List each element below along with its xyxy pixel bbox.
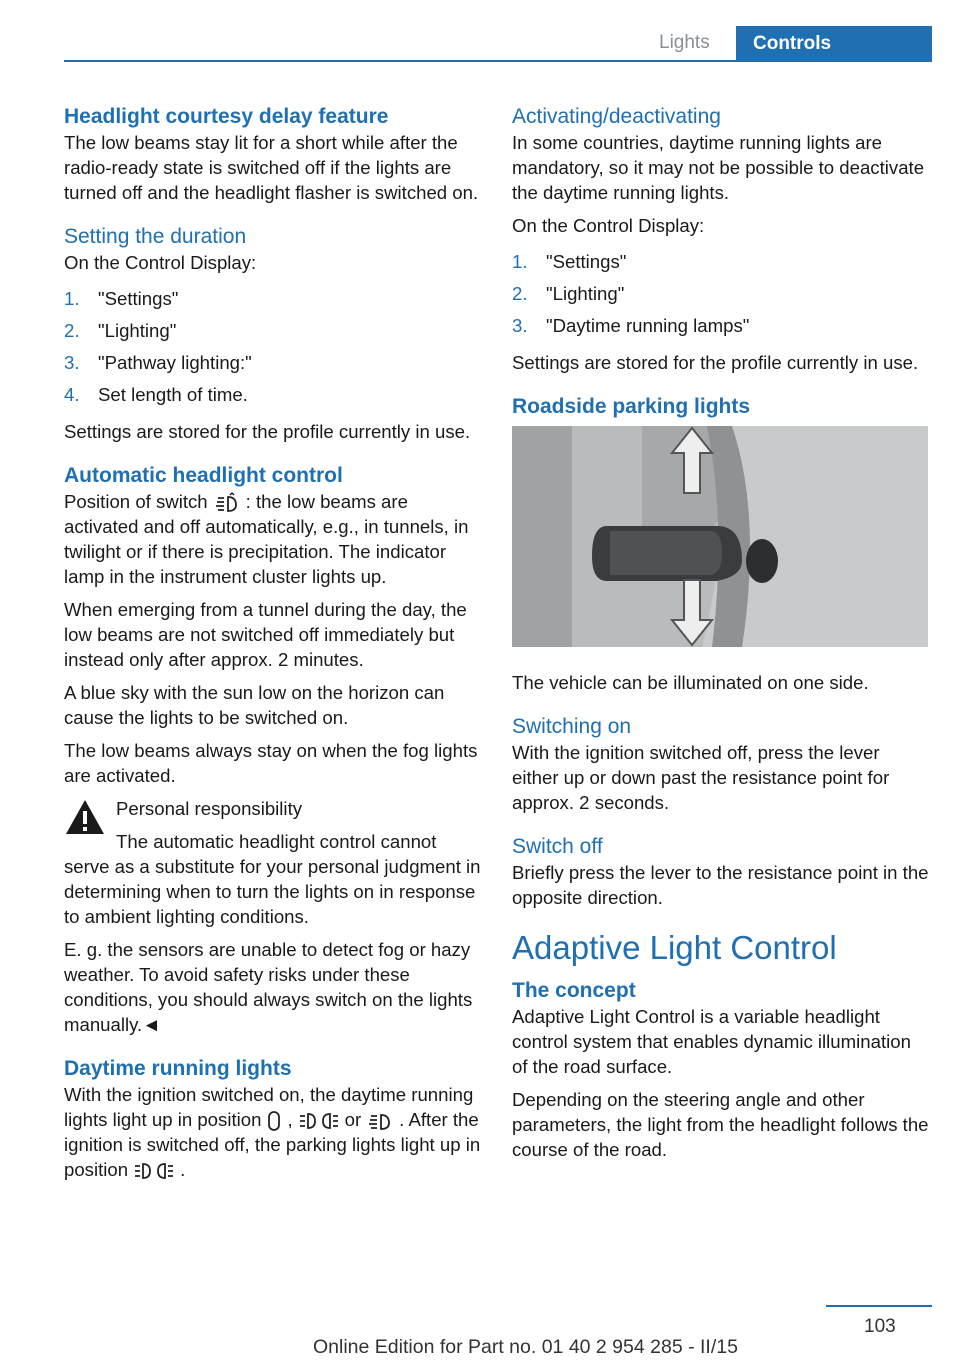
- right-column: [512, 104, 930, 1170]
- on-text: With the ignition switched off, press the lever either up or down past the resistance point for approx. 2 seconds.: [512, 742, 890, 813]
- header-rule: [64, 60, 932, 62]
- activate-steps: [512, 246, 930, 342]
- list-item: 3. "Daytime running lamps": [512, 315, 750, 336]
- header-chapter-tab: Controls: [736, 26, 932, 62]
- header-section: Lights: [659, 32, 710, 53]
- activate-note: Settings are stored for the profile currently in use.: [512, 352, 919, 373]
- concept-title: The concept: [512, 979, 636, 1002]
- switch-off-icon: [267, 1110, 281, 1132]
- list-item: 4. Set length of time.: [64, 384, 248, 405]
- activate-title: Activating/deactivating: [512, 105, 721, 128]
- roadside-caption: The vehicle can be illuminated on one side.: [512, 672, 869, 693]
- lever-photo: [512, 426, 928, 647]
- auto-p1: Position of switch : the low beams are activated and off automatically, e.g., in tunnels, in twilight or if there is precipitation. The indicator lamp in the instrument cluster lights up.: [64, 491, 469, 588]
- alc-p2: Depending on the steering angle and other parameters, the light from the headlight follows the course of the road.: [512, 1089, 929, 1160]
- warning-title: Personal responsibility: [116, 798, 303, 820]
- page-number: 103: [864, 1316, 896, 1337]
- footer-rule: [826, 1305, 932, 1307]
- footer-edition: Online Edition for Part no. 01 40 2 954 285 - II/15: [313, 1336, 738, 1358]
- auto-headlight-icon: [367, 1110, 393, 1132]
- off-title: Switch off: [512, 835, 603, 858]
- activate-text: In some countries, daytime running lights are mandatory, so it may not be possible to deactivate the daytime running lights.: [512, 132, 925, 203]
- on-title: Switching on: [512, 715, 632, 738]
- courtesy-title: Headlight courtesy delay feature: [64, 105, 389, 128]
- auto-title: Automatic headlight control: [64, 464, 343, 487]
- drl-text: With the ignition switched on, the daytime running lights light up in position , or . After the ignition is switched off, the parking lights light up in position .: [64, 1082, 482, 1182]
- off-text: Briefly press the lever to the resistance point in the opposite direction.: [512, 862, 929, 908]
- duration-note: Settings are stored for the profile currently in use.: [64, 421, 471, 442]
- parking-lights-icon: [134, 1160, 174, 1182]
- warning-triangle-icon: [64, 798, 106, 836]
- alc-title: Adaptive Light Control: [512, 929, 837, 966]
- alc-p1: Adaptive Light Control is a variable headlight control system that enables dynamic illumination of the road surface.: [512, 1006, 911, 1077]
- warning-text-2: E. g. the sensors are unable to detect fog or hazy weather. To avoid safety risks under these conditions, you should always switch on the lights manually.◄: [64, 939, 473, 1036]
- list-item: 3. "Pathway lighting:": [64, 352, 252, 373]
- list-item: 2. "Lighting": [512, 283, 625, 304]
- auto-p3: A blue sky with the sun low on the horizon can cause the lights to be switched on.: [64, 682, 445, 729]
- activate-intro: On the Control Display:: [512, 215, 705, 236]
- duration-steps: [64, 283, 482, 411]
- list-item: 1. "Settings": [512, 251, 627, 272]
- warning-block: [64, 796, 482, 1037]
- auto-headlight-icon: [214, 492, 240, 514]
- auto-p4: The low beams always stay on when the fog lights are activated.: [64, 740, 478, 787]
- auto-p2: When emerging from a tunnel during the day, the low beams are not switched off immediately but instead only after approx. 2 minutes.: [64, 599, 467, 671]
- courtesy-text: The low beams stay lit for a short while after the radio-ready state is switched off if the lights are turned off and the headlight flasher is switched on.: [64, 132, 479, 203]
- roadside-title: Roadside parking lights: [512, 395, 751, 418]
- warning-text: The automatic headlight control cannot serve as a substitute for your personal judgment in determining when to turn the lights on in response to ambient lighting conditions.: [64, 831, 481, 928]
- duration-intro: On the Control Display:: [64, 252, 257, 273]
- left-column: [64, 104, 482, 1190]
- drl-title: Daytime running lights: [64, 1057, 292, 1081]
- parking-lights-icon: [299, 1110, 339, 1132]
- list-item: 1. "Settings": [64, 288, 179, 309]
- list-item: 2. "Lighting": [64, 320, 177, 341]
- duration-title: Setting the duration: [64, 225, 247, 248]
